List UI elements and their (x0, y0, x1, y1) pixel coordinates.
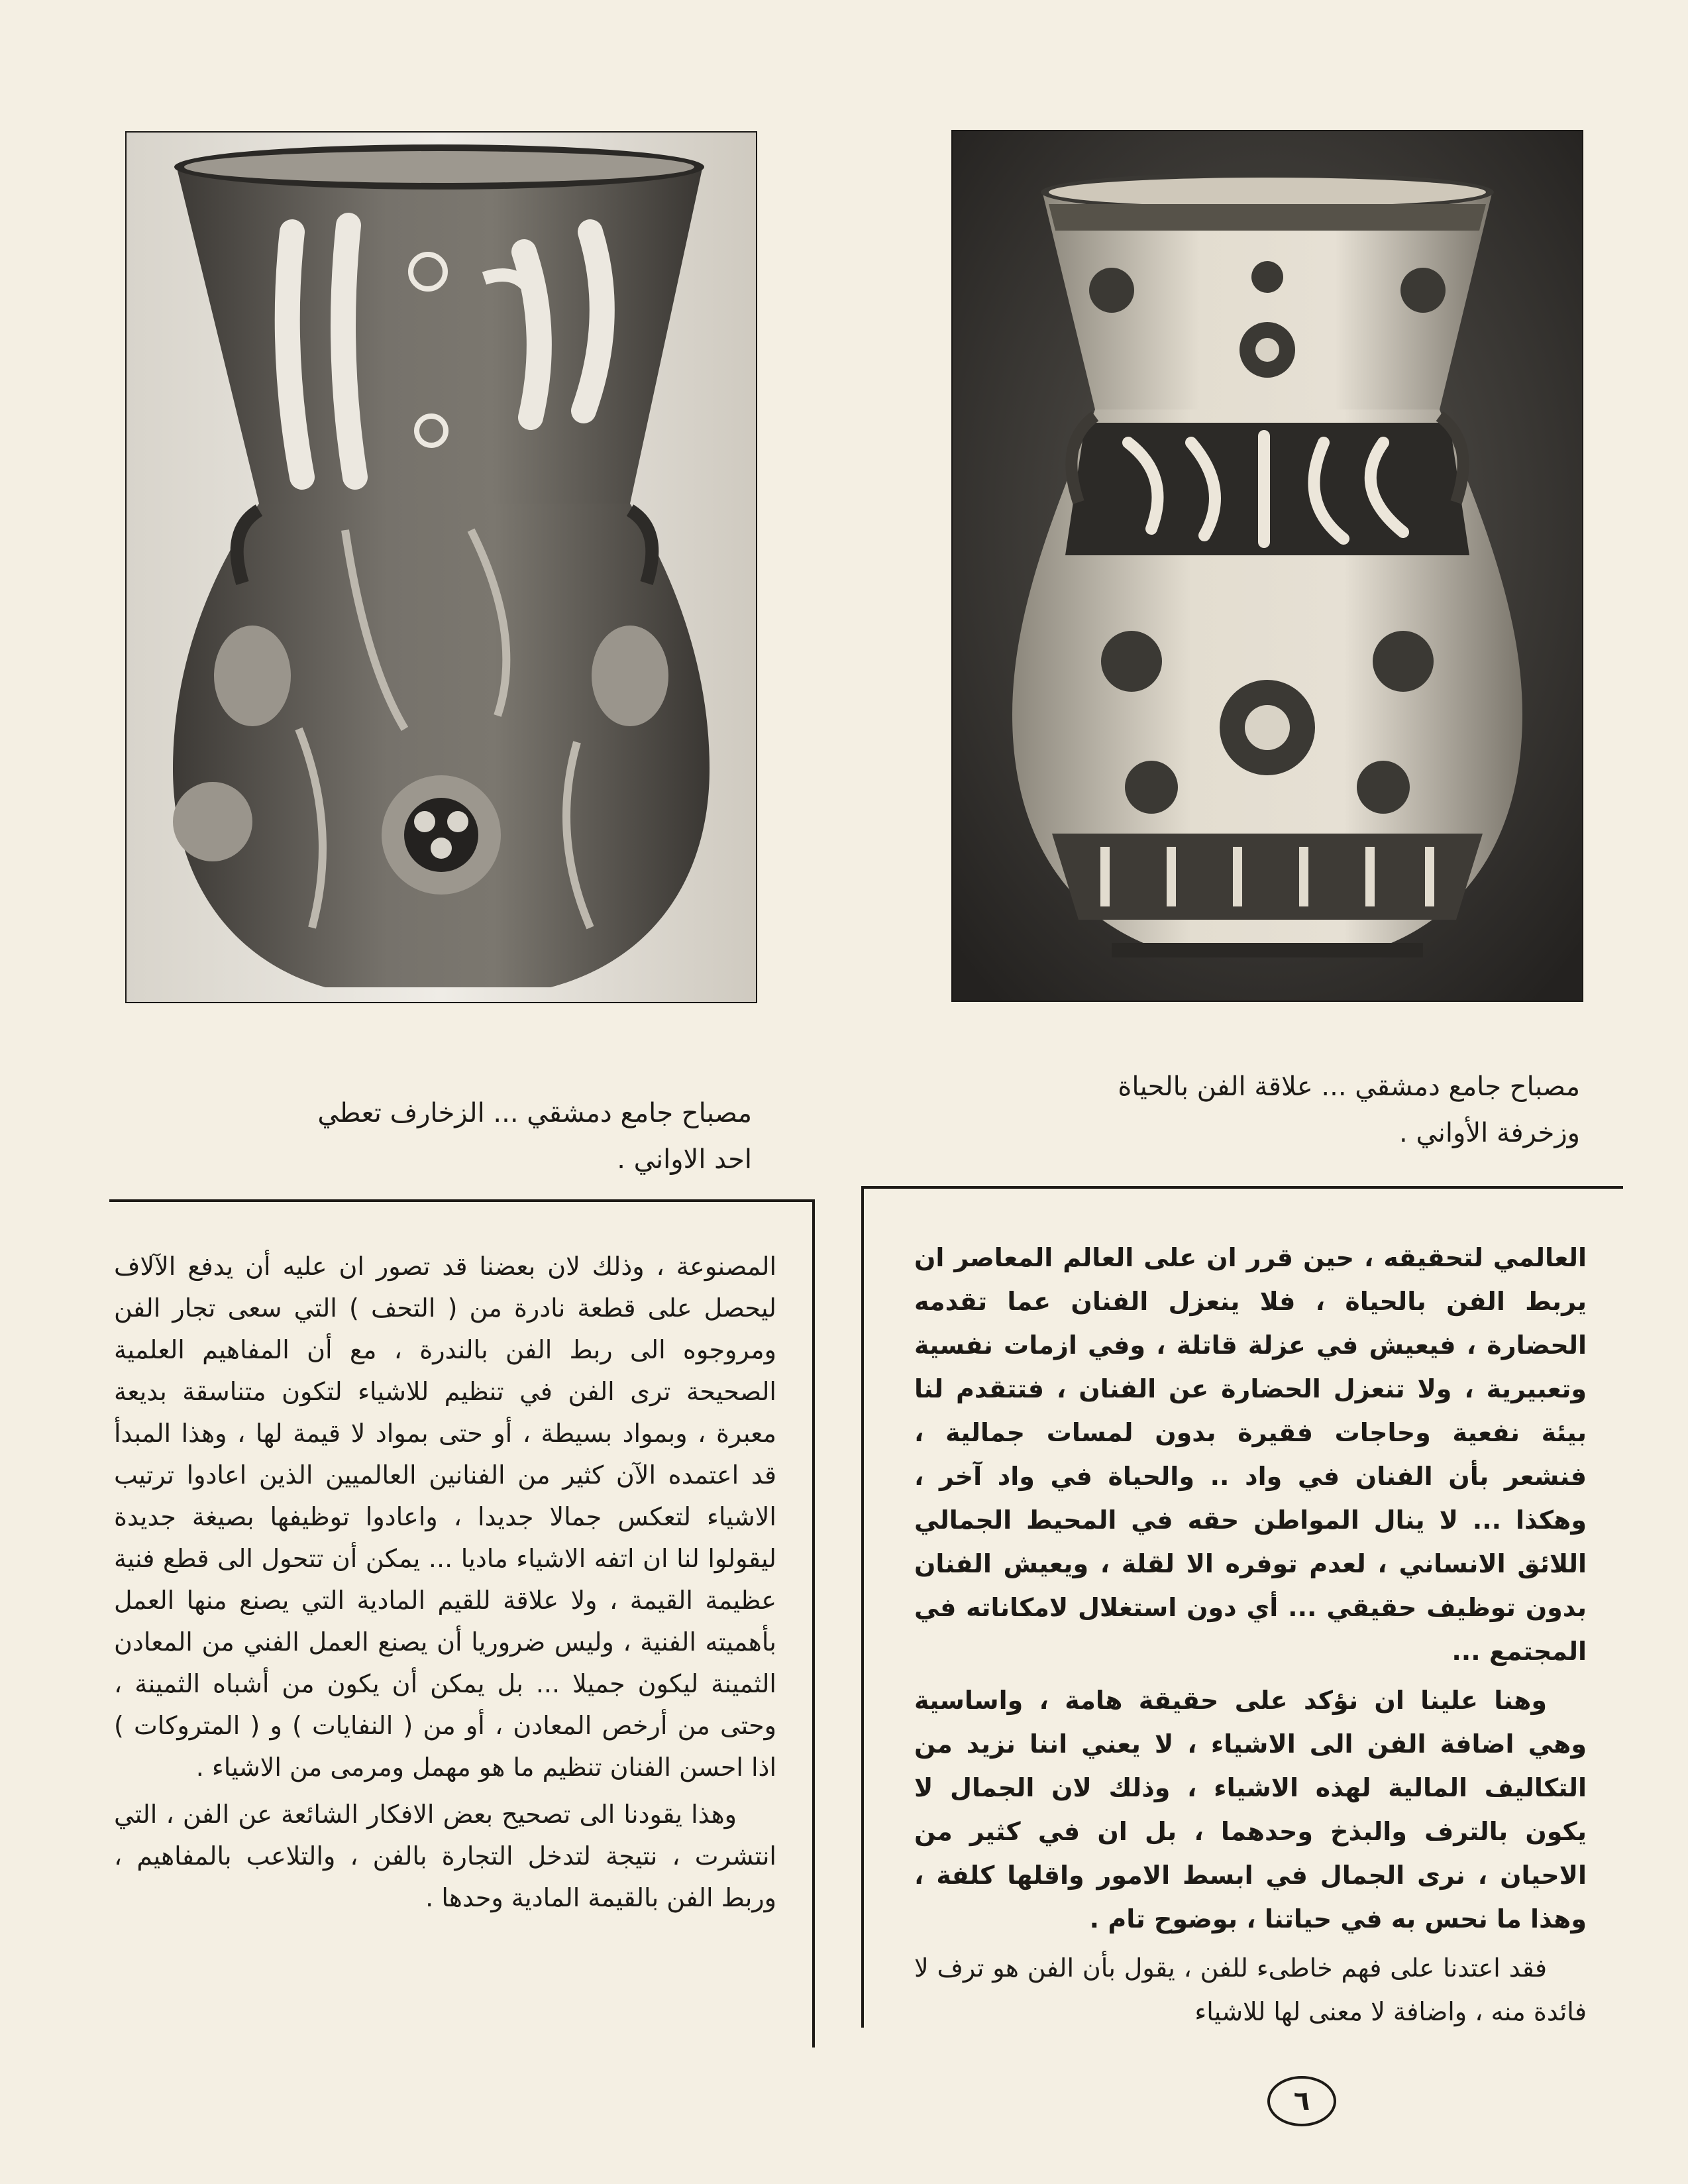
caption-left-line1: مصباح جامع دمشقي ... الزخارف تعطي (317, 1098, 752, 1128)
caption-left-line2: احد الاواني . (617, 1144, 752, 1175)
caption-right-line2: وزخرفة الأواني . (1399, 1118, 1580, 1148)
left-text-column (114, 1246, 776, 1924)
right-paragraph-2: وهنا علينا ان نؤكد على حقيقة هامة ، واساسية وهي اضافة الفن الى الاشياء ، لا يعني اننا نزيد من التكاليف المالية لهذه الاشياء ، وذلك لان الجمال لا يكون بالترف والبذخ وحدهما ، بل ان في كثير من الاحيان ، نرى الجمال في ابسط الامور واقلها كلفة ، وهذا ما نحس به في حياتنا ، بوضوح تام . (914, 1686, 1587, 1934)
right-text-column (914, 1236, 1587, 2039)
right-column-left-rule (861, 1186, 864, 2028)
lamp-photo-left (127, 133, 756, 1002)
caption-left (99, 1090, 752, 1183)
left-paragraph-1: المصنوعة ، وذلك لان بعضنا قد تصور ان عليه أن يدفع الآلاف ليحصل على قطعة نادرة من ( التحف ) التي سعى تجار الفن ومروجوه الى ربط الفن بالندرة ، مع أن المفاهيم العلمية الصحيحة ترى الفن في تنظيم للاشياء لتكون متناسقة بديعة معبرة ، وبمواد بسيطة ، أو حتى بمواد لا قيمة لها ، وهذا المبدأ قد اعتمده الآن كثير من الفنانين العالميين الذين اعادوا ترتيب الاشياء لتعكس جمالا جديدا ، واعادوا توظيفها بصيغة جديدة ليقولوا لنا ان اتفه الاشياء ماديا ... يمكن أن تتحول الى قطع فنية عظيمة القيمة ، ولا علاقة للقيم المادية التي يصنع منها العمل بأهميته الفنية ، وليس ضروريا أن يصنع العمل الفني من المعادن الثمينة ليكون جميلا ... بل يمكن أن يكون من أشباه الثمينة ، وحتى من أرخص المعادن ، أو من ( النفايات ) و ( المتروكات ) اذا احسن الفنان تنظيم ما هو مهمل ومرمى من الاشياء . (114, 1252, 776, 1782)
lamp-photo-right (953, 131, 1582, 1001)
left-paragraph-2: وهذا يقودنا الى تصحيح بعض الافكار الشائعة عن الفن ، التي انتشرت ، نتيجة لتدخل التجارة بالفن ، والتلاعب بالمفاهيم ، وربط الفن بالقيمة المادية وحدها . (114, 1800, 776, 1912)
left-column-top-rule (109, 1199, 815, 1202)
right-column-top-rule (861, 1186, 1623, 1189)
left-column-right-rule (812, 1199, 815, 2048)
caption-right (914, 1064, 1580, 1156)
page-number: ٦ (1267, 2076, 1336, 2126)
caption-right-line1: مصباح جامع دمشقي ... علاقة الفن بالحياة (1118, 1071, 1580, 1102)
right-paragraph-3: فقد اعتدنا على فهم خاطىء للفن ، يقول بأن الفن هو ترف لا فائدة منه ، واضافة لا معنى لها للاشياء (914, 1953, 1587, 2026)
right-paragraph-1: العالمي لتحقيقه ، حين قرر ان على العالم المعاصر ان يربط الفن بالحياة ، فلا ينعزل الفنان عما تقدمه الحضارة ، فيعيش في عزلة قاتلة ، وفي ازمات نفسية وتعبيرية ، ولا تنعزل الحضارة عن الفنان ، فتتقدم لنا بيئة نفعية وحاجات فقيرة بدون لمسات جمالية ، فنشعر بأن الفنان في واد .. والحياة في واد آخر ، وهكذا ... لا ينال المواطن حقه في المحيط الجمالي اللائق الانساني ، لعدم توفره الا لقلة ، ويعيش الفنان بدون توظيف حقيقي ... أي دون استغلال لامكاناته في المجتمع ... (914, 1243, 1587, 1666)
